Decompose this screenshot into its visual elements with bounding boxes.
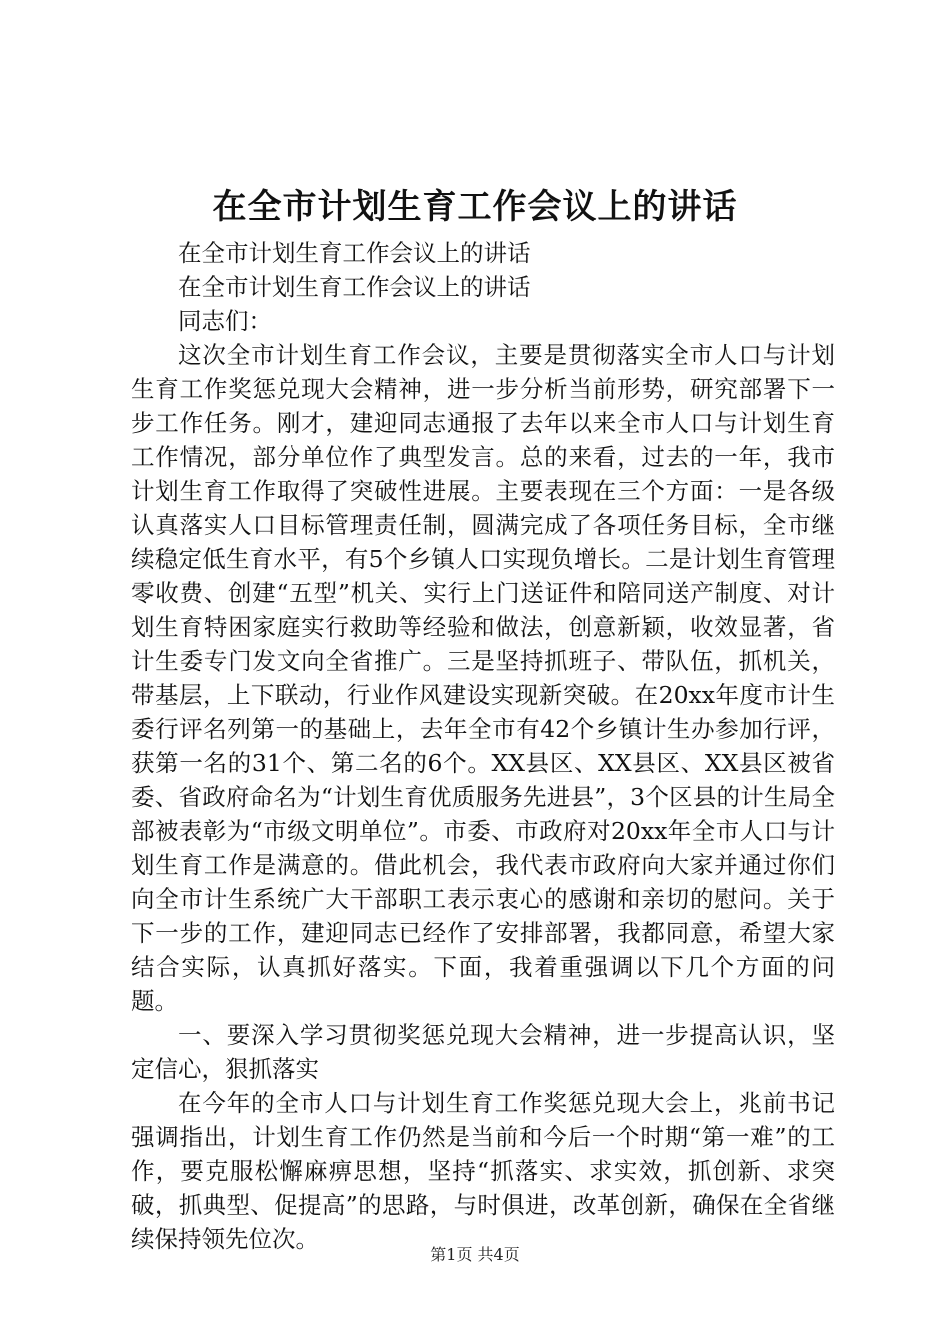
document-title: 在全市计划生育工作会议上的讲话 [212,187,738,227]
body-paragraph: 这次全市计划生育工作会议，主要是贯彻落实全市人口与计划生育工作奖惩兑现大会精神，进一步分析当前形势，研究部署下一步工作任务。刚才，建迎同志通报了去年以来全市人口与计划生育工作情况，部分单位作了典型发言。总的来看，过去的一年，我市计划生育工作取得了突破性进展。主要表现在三个方面：一是各级认真落实人口目标管理责任制，圆满完成了各项任务目标，全市继续稳定低生育水平，有5个乡镇人口实现负增长。二是计划生育管理零收费、创建“五型”机关、实行上门送证件和陪同送产制度、对计划生育特困家庭实行救助等经验和做法，创意新颖，收效显著，省计生委专门发文向全省推广。三是坚持抓班子、带队伍，抓机关，带基层，上下联动，行业作风建设实现新突破。在20xx年度市计生委行评名列第一的基础上，去年全市有42个乡镇计生办参加行评，获第一名的31个、第二名的6个。XX县区、XX县区、XX县区被省委、省政府命名为“计划生育优质服务先进县”，3个区县的计生局全部被表彰为“市级文明单位”。市委、市政府对20xx年全市人口与计划生育工作是满意的。借此机会，我代表市政府向大家并通过你们向全市计生系统广大干部职工表示衷心的感谢和亲切的慰问。关于下一步的工作，建迎同志已经作了安排部署，我都同意，希望大家结合实际，认真抓好落实。下面，我着重强调以下几个方面的问题。 [131,341,835,1015]
subtitle-line: 在全市计划生育工作会议上的讲话 [178,273,531,301]
document-body [131,236,835,1256]
section-heading: 一、要深入学习贯彻奖惩兑现大会精神，进一步提高认识，坚定信心，狠抓落实 [131,1021,835,1083]
subtitle-line: 在全市计划生育工作会议上的讲话 [178,239,531,267]
salutation: 同志们： [178,307,272,335]
page-footer: 第1页 共4页 [430,1245,520,1264]
body-paragraph: 在今年的全市人口与计划生育工作奖惩兑现大会上，兆前书记强调指出，计划生育工作仍然是当前和今后一个时期“第一难”的工作，要克服松懈麻痹思想，坚持“抓落实、求实效，抓创新、求突破，抓典型、促提高”的思路，与时俱进，改革创新，确保在全省继续保持领先位次。 [131,1089,835,1253]
